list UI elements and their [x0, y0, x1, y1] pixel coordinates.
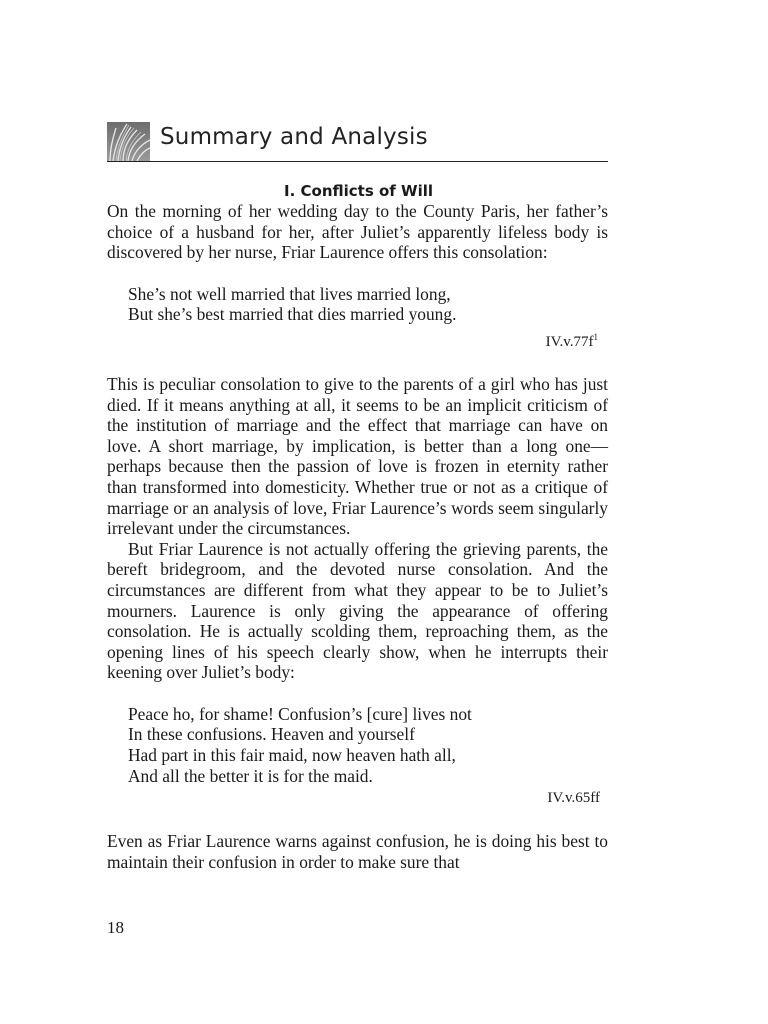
- quote-line: But she’s best married that dies married young.: [128, 304, 457, 325]
- paragraph-1: On the morning of her wedding day to the County Paris, her father’s choice of a husband for her, after Juliet’s apparently lifeless body is discovered by her nurse, Friar Laurence offers this consolation:: [107, 201, 608, 263]
- block-quote-2: [107, 704, 608, 786]
- page-title: Summary and Analysis: [160, 124, 428, 150]
- citation-text: IV.v.77f: [545, 333, 594, 350]
- paragraph-3: But Friar Laurence is not actually offering the grieving parents, the bereft bridegroom, and the devoted nurse consolation. And the circumstances are different from what they appear to be to Juliet’s mourners. Laurence is only giving the appearance of offering consolation. He is actually scolding them, reproaching them, as the opening lines of his speech clearly show, when he interrupts their keening over Juliet’s body:: [107, 538, 608, 683]
- paragraph-4: Even as Friar Laurence warns against confusion, he is doing his best to maintain their confusion in order to make sure that: [107, 831, 608, 872]
- chapter-header: [107, 121, 608, 162]
- quote-line: She’s not well married that lives married long,: [128, 283, 451, 304]
- quote-line: Peace ho, for shame! Confusion’s [cure] lives not: [128, 703, 472, 724]
- quote-line: In these confusions. Heaven and yourself: [128, 724, 415, 745]
- page-content: [107, 121, 608, 872]
- quote-line: Had part in this fair maid, now heaven hath all,: [128, 745, 456, 766]
- block-quote-1: [107, 284, 608, 325]
- paragraph-2: This is peculiar consolation to give to the parents of a girl who has just died. If it means anything at all, it seems to be an implicit criticism of the institution of marriage and the effect that marriage can have on love. A short marriage, by implication, is better than a long one—perhaps because then the passion of love is frozen in eternity rather than transformed into domesticity. Whether true or not as a critique of marriage or an analysis of love, Friar Laurence’s words seem singularly irrelevant under the circumstances.: [107, 373, 608, 539]
- footnote-marker[interactable]: 1: [593, 331, 598, 342]
- quote-citation-1: [107, 327, 608, 352]
- page-number: 18: [107, 918, 124, 937]
- quote-citation-2: IV.v.65ff: [547, 790, 600, 807]
- grass-blades-icon: [107, 122, 150, 161]
- section-heading: I. Conflicts of Will: [284, 182, 433, 200]
- quote-line: And all the better it is for the maid.: [128, 765, 373, 786]
